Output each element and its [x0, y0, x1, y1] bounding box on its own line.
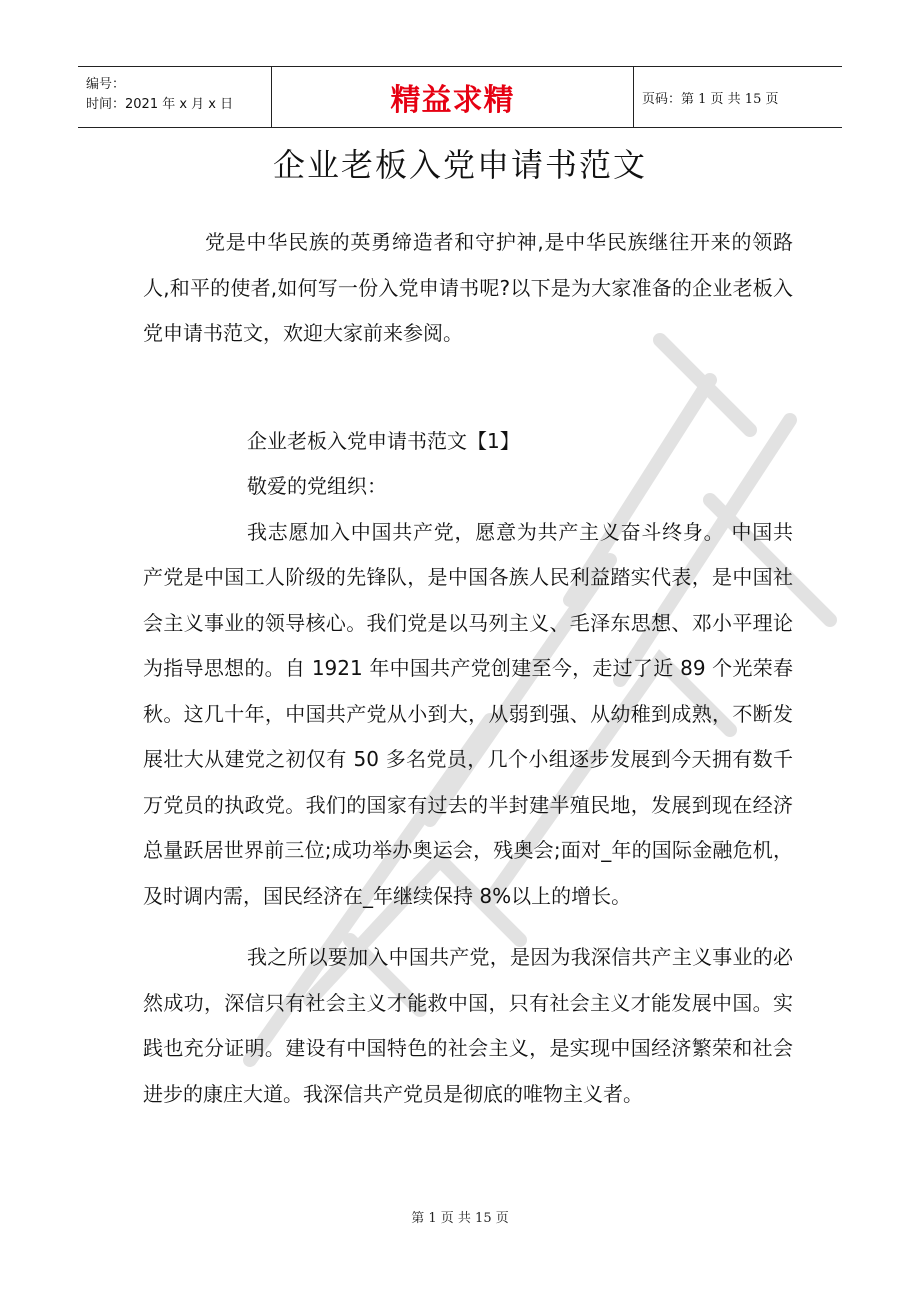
document-body — [143, 220, 793, 1117]
salutation: 敬爱的党组织： — [247, 474, 387, 498]
time-label: 时间：2021 年 x 月 x 日 — [86, 97, 234, 112]
page-footer: 第 1 页 共 15 页 — [411, 1211, 509, 1226]
body-paragraph: 我志愿加入中国共产党，愿意为共产主义奋斗终身。 中国共产党是中国工人阶级的先锋队，是中国各族人民利益踏实代表，是中国社会主义事业的领导核心。我们党是以马列主义、毛泽东思想、邓小平理论为指导思想的。自 1921 年中国共产党创建至今，走过了近 89 个光荣春秋。这几十年，中国共产党从小到大，从弱到强、从幼稚到成熟，不断发展壮大从建党之初仅有 50 多名党员，几个小组逐步发展到今天拥有数千万党员的执政党。我们的国家有过去的半封建半殖民地，发展到现在经济总量跃居世界前三位;成功举办奥运会，残奥会;面对_年的国际金融危机，及时调内需，国民经济在_年继续保持 8%以上的增长。 — [143, 519, 793, 908]
document-title: 企业老板入党申请书范文 — [272, 146, 647, 184]
brand-slogan: 精益求精 — [390, 83, 515, 118]
intro-paragraph: 党是中华民族的英勇缔造者和守护神,是中华民族继往开来的领路人,和平的使者,如何写一份入党申请书呢?以下是为大家准备的企业老板入党申请书范文，欢迎大家前来参阅。 — [143, 230, 793, 345]
header-meta — [78, 67, 272, 127]
header-page-info — [634, 67, 842, 127]
document-header — [78, 66, 842, 128]
page-info-text: 页码：第 1 页 共 15 页 — [642, 91, 779, 107]
section-heading: 企业老板入党申请书范文【1】 — [247, 428, 520, 453]
number-label: 编号： — [86, 77, 126, 92]
header-brand-cell — [272, 67, 634, 127]
body-paragraph: 我之所以要加入中国共产党，是因为我深信共产主义事业的必然成功，深信只有社会主义才能救中国，只有社会主义才能发展中国。实践也充分证明。建设有中国特色的社会主义，是实现中国经济繁荣和社会进步的康庄大道。我深信共产党员是彻底的唯物主义者。 — [143, 945, 793, 1106]
